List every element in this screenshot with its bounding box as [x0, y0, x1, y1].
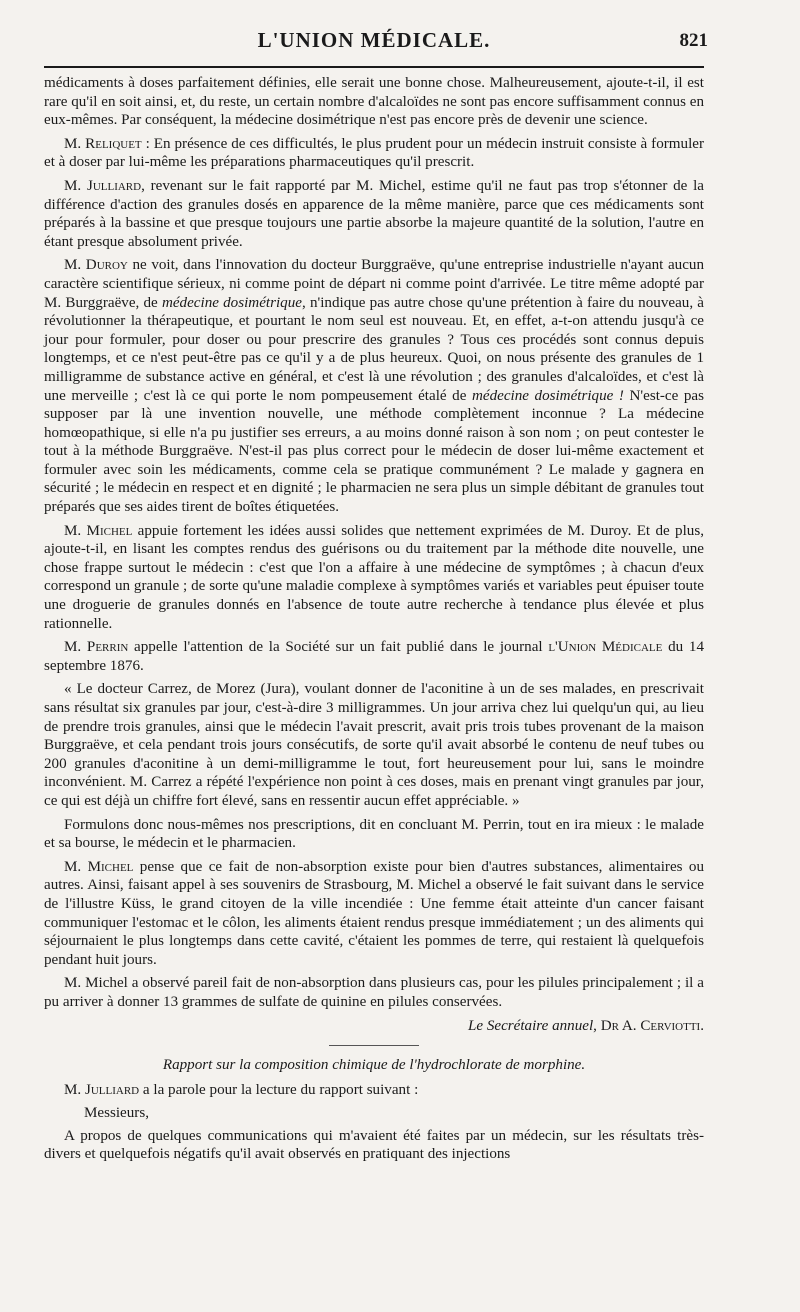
speaker-name: M. Julliard	[64, 1081, 140, 1098]
paragraph: A propos de quelques communications qui m'avaient été faites par un médecin, sur les résultats très-divers et quelquefois négatifs qu'il avait observés en pratiquant des injections	[44, 1127, 704, 1163]
paragraph-text: appelle l'attention de la Société sur un fait publié dans le journal	[128, 639, 549, 656]
speaker-name: M. Perrin	[64, 639, 129, 656]
header-rule	[44, 66, 704, 68]
report-title: Rapport sur la composition chimique de l'hydrochlorate de morphine.	[162, 1057, 586, 1074]
paragraph-text: du 14 septembre 1876.	[44, 639, 704, 674]
signature-name: , Dr A. Cerviotti.	[593, 1017, 704, 1034]
paragraph-text: , n'indique pas autre chose qu'une prétention à faire du nouveau, à révolutionner la thérapeutique, et pourtant le nom seul est nouveau. Et, en effet, a-t-on attendu jusqu'à ce jour pour formuler, pour doser ou pour prescrire des granules ? Tous ces procédés sont connus depuis longtemps, et ce n'est peut-être pas ce qu'il y a de plus heureux. Quoi, on nous présente des granules de 1 milligramme de substance active en général, et c'est là une révolution ; des granules d'alcaloïdes, et c'est là une merveille ; c'est là ce qui porte le nom pompeusement étalé de	[44, 294, 704, 404]
journal-name: l'Union Médicale	[548, 639, 663, 656]
running-title: L'UNION MÉDICALE.	[257, 28, 491, 52]
speaker-name: M. Reliquet	[64, 135, 142, 152]
paragraph-text: : En présence de ces difficultés, le plus prudent pour un médecin instruit consiste à formuler et à doser par lui-même les préparations pharmaceutiques qu'il prescrit.	[44, 135, 704, 171]
paragraph	[44, 177, 704, 251]
paragraph: M. Michel a observé pareil fait de non-absorption dans plusieurs cas, pour les pilules principalement ; il a pu arriver à donner 13 grammes de sulfate de quinine en pilules conservées.	[44, 975, 704, 1010]
page-header	[44, 28, 708, 68]
paragraph	[44, 256, 704, 516]
speaker-name: M. Michel	[64, 858, 134, 875]
page-number: 821	[679, 30, 708, 51]
paragraph: Formulons donc nous-mêmes nos prescriptions, dit en concluant M. Perrin, tout en ira mieux : le malade et sa bourse, le médecin et le pharmacien.	[44, 816, 704, 852]
paragraph-text: , revenant sur le fait rapporté par M. Michel, estime qu'il ne faut pas trop s'étonner de la différence d'action des granules dosés en apparence de la même manière, parce que ces médicaments sont préparés à la bassine et que presque toujours une partie absorbe la majeure quantité de la solution, l'autre en étant presque absolument privée.	[44, 177, 704, 250]
paragraph-text: pense que ce fait de non-absorption existe pour bien d'autres substances, alimentaires ou autres. Ainsi, faisant appel à ses souvenirs de Strasbourg, M. Michel a observé le fait suivant dans le service de l'illustre Küss, le grand citoyen de la ville incendiée : Une femme était atteinte d'un cancer faisant communiquer l'estomac et le côlon, les aliments étaient rendus presque immédiatement ; un des aliments qui séjournaient le plus longtemps dans cette cavité, c'étaient les pommes de terre, qui restaient là quelquefois pendant huit jours.	[44, 858, 704, 968]
salutation: Messieurs,	[84, 1105, 149, 1122]
signature-role: Le Secrétaire annuel	[467, 1017, 594, 1034]
paragraph	[44, 135, 704, 172]
emphasis: médecine dosimétrique	[161, 294, 302, 311]
quotation: « Le docteur Carrez, de Morez (Jura), voulant donner de l'aconitine à un de ses malades, en prescrivait sans résultat six granules par jour, c'est-à-dire 3 milligrammes. Un jour arriva chez lui quelqu'un qui, au lieu de prendre trois granules, ainsi que le médecin l'avait prescrit, avait pris trois tubes provenant de la maison Burggraëve, et cela pendant trois jours consécutifs, de sorte qu'il avait absorbé le contenu de neuf tubes ou 200 granules d'aconitine à un demi-milligramme le tout, fort heureusement pour lui, sans le moindre inconvénient. M. Carrez a répété l'expérience non point à ces doses, mais en prenant vingt granules par jour, ce qui est déjà un chiffre fort élevé, sans en ressentir aucun effet appréciable. »	[44, 681, 704, 809]
signature	[44, 1017, 704, 1036]
paragraph	[44, 522, 704, 634]
paragraph	[44, 638, 704, 675]
paragraph-text: N'est-ce pas supposer par là une invention nouvelle, une méthode complètement inconnue ? La médecine homœopathique, si elle n'a pu justifier ses erreurs, a au moins donné raison à son nom ; on peut contester le tout à la méthode Burggraëve. N'est-il pas plus correct pour le médecin de doser lui-même exactement et formuler avec soin les médicaments, comme cela se pratique communément ? Le malade y gagnera en sécurité ; le médecin en respect et en dignité ; le pharmacien ne sera plus un simple débitant de granules tout préparés que ses aides tirent de boîtes étiquetées.	[44, 387, 705, 516]
paragraph-text: a la parole pour la lecture du rapport suivant :	[139, 1081, 419, 1098]
article-body	[44, 74, 704, 1169]
paragraph	[44, 1081, 704, 1100]
paragraph-text: appuie fortement les idées aussi solides que nettement exprimées de M. Duroy. Et de plus, ajoute-t-il, en lisant les comptes rendus des guérisons ou du traitement par la méthode dite nouvelle, une chose frappe surtout le médecin : c'est que l'on a affaire à une médecine de symptômes ; à chacun d'eux correspond un granule ; de sorte qu'une maladie complexe à symptômes variés et variables peut épuiser toute une droguerie de granules donnés en l'absence de toute autre recherche à tendance plus élevée et plus rationnelle.	[44, 522, 704, 632]
paragraph	[44, 858, 704, 970]
speaker-name: M. Michel	[64, 522, 133, 539]
paragraph-text: ne voit, dans l'innovation du docteur Burggraëve, qu'une entreprise industrielle n'ayant aucun caractère scientifique sérieux, ni comme point de départ ni comme point d'arrivée. Le titre même adopté par M. Burggraëve, de	[44, 257, 704, 311]
emphasis: médecine dosimétrique !	[471, 387, 624, 404]
speaker-name: M. Julliard	[64, 177, 142, 194]
paragraph: médicaments à doses parfaitement définies, elle serait une bonne chose. Malheureusement, ajoute-t-il, il est rare qu'il en soit ainsi, et, du reste, un certain nombre d'alcaloïdes ne sont pas encore suffisamment connus en eux-mêmes. Par conséquent, la médecine dosimétrique n'est pas encore près de devenir une science.	[44, 75, 704, 129]
section-separator	[329, 1045, 419, 1046]
speaker-name: M. Duroy	[64, 257, 128, 274]
